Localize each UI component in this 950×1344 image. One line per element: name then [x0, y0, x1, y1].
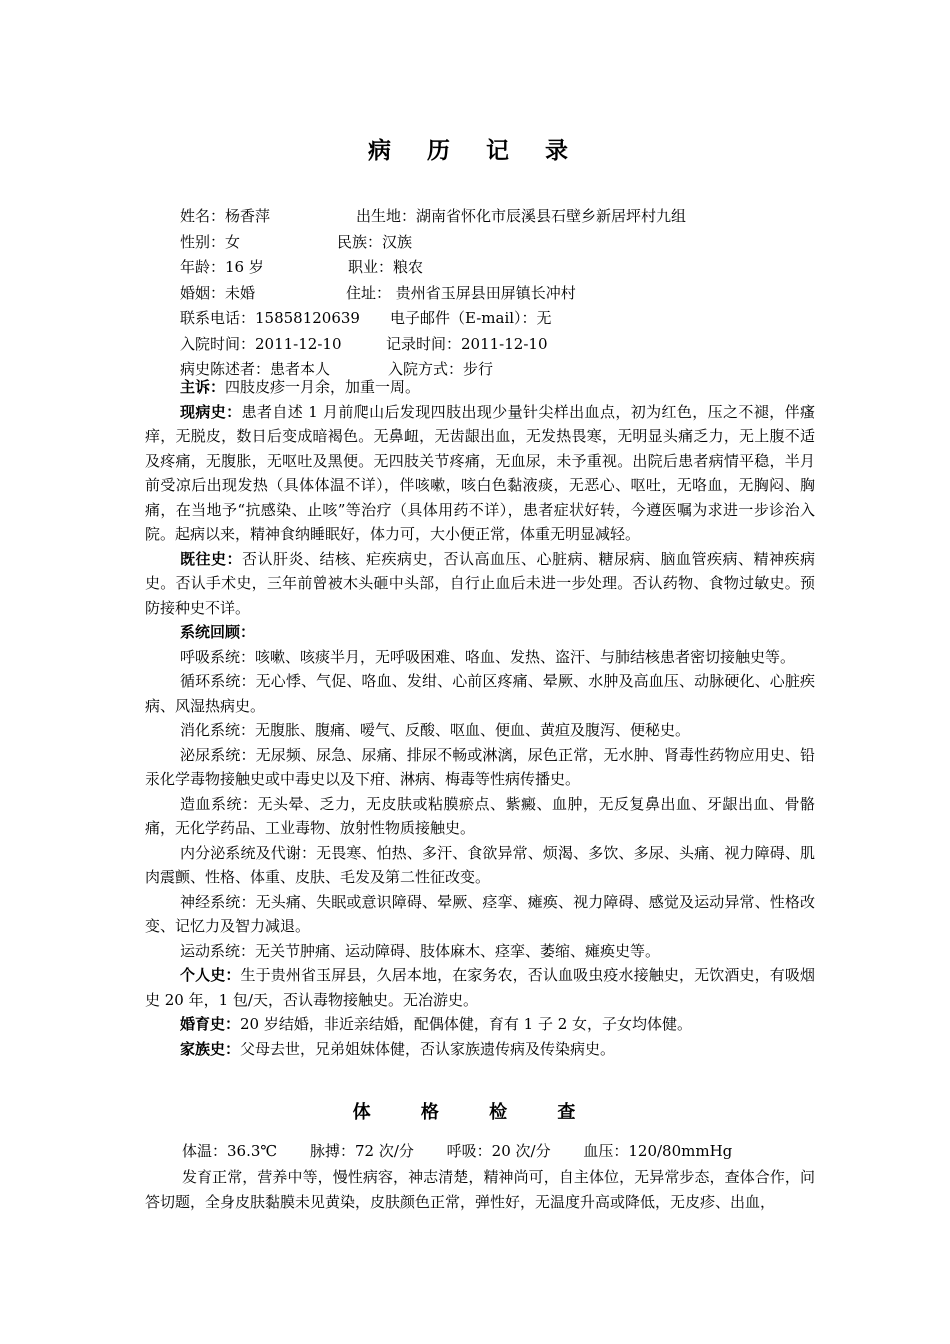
- vital-signs: [182, 1140, 760, 1161]
- patient-name: 姓名：杨香萍: [180, 207, 271, 225]
- occupation: 职业：粮农: [348, 258, 424, 276]
- history-body: [145, 375, 815, 1061]
- phone: 联系电话：15858120639: [180, 309, 360, 327]
- physical-exam-title: 体 格 检 查: [352, 1102, 598, 1123]
- section-label: 系统回顾：: [180, 623, 256, 641]
- review-urinary: 泌尿系统：无尿频、尿急、尿痛、排尿不畅或淋漓，尿色正常，无水肿、肾毒性药物应用史、铅汞化学毒物接触史或中毒史以及下疳、淋病、梅毒等性病传播史。: [145, 745, 815, 788]
- info-row: [180, 255, 424, 281]
- history-narrator: 病史陈述者：患者本人: [180, 360, 331, 378]
- patient-sex: 性别：女: [180, 232, 241, 251]
- info-row: [180, 306, 552, 332]
- section-text: 生于贵州省玉屏县，久居本地，在家务农，否认血吸虫疫水接触史，无饮酒史，有吸烟史 20 年，1 包/天，否认毒物接触史。无冶游史。: [145, 966, 815, 1009]
- exam-body: [145, 1165, 815, 1215]
- birthplace: 出生地：湖南省怀化市辰溪县石壁乡新居坪村九组: [356, 207, 687, 225]
- info-row: [180, 332, 548, 358]
- family-history: [145, 1037, 815, 1062]
- section-text: 20 岁结婚，非近亲结婚，配偶体健，育有 1 子 2 女，子女均体健。: [240, 1015, 693, 1033]
- review-motor: 运动系统：无关节肿痛、运动障碍、肢体麻木、痉挛、萎缩、瘫痪史等。: [180, 941, 661, 960]
- chief-complaint: [145, 375, 815, 400]
- email: 电子邮件（E-mail）：无: [390, 309, 552, 327]
- review-digestive: 消化系统：无腹胀、腹痛、嗳气、反酸、呕血、便血、黄疸及腹泻、便秘史。: [180, 721, 691, 739]
- info-row: [180, 204, 687, 230]
- section-text: 四肢皮疹一月余，加重一周。: [225, 378, 421, 396]
- review-endocrine: 内分泌系统及代谢：无畏寒、怕热、多汗、食欲异常、烦渴、多饮、多尿、头痛、视力障碍、肌肉震颤、性格、体重、皮肤、毛发及第二性征改变。: [145, 843, 815, 886]
- blood-pressure: 血压：120/80mmHg: [583, 1142, 733, 1160]
- ethnicity: 民族：汉族: [337, 232, 413, 251]
- review-respiratory: 呼吸系统：咳嗽、咳痰半月，无呼吸困难、咯血、发热、盗汗、与肺结核患者密切接触史等。: [180, 647, 796, 666]
- temperature: 体温：36.3℃: [182, 1142, 278, 1160]
- review-hematopoietic: 造血系统：无头晕、乏力，无皮肤或粘膜瘀点、紫癜、血肿，无反复鼻出血、牙龈出血、骨骼痛，无化学药品、工业毒物、放射性物质接触史。: [145, 794, 815, 837]
- admission-time: 入院时间：2011-12-10: [180, 334, 342, 353]
- section-label: 婚育史：: [180, 1015, 241, 1033]
- patient-info: [180, 204, 687, 383]
- section-label: 个人史：: [180, 966, 241, 984]
- info-row: [180, 281, 576, 307]
- section-label: 主诉：: [180, 378, 226, 396]
- personal-history: [145, 963, 815, 1012]
- section-label: 现病史：: [180, 402, 242, 421]
- system-review-heading: [145, 620, 815, 645]
- document-title: 病 历 记 录: [367, 138, 583, 164]
- pulse: 脉搏：72 次/分: [309, 1142, 414, 1160]
- past-history: [145, 547, 815, 621]
- section-text: 否认肝炎、结核、疟疾病史，否认高血压、心脏病、糖尿病、脑血管疾病、精神疾病史。否认手术史，三年前曾被木头砸中头部，自行止血后未进一步处理。否认药物、食物过敏史。预防接种史不详。: [145, 549, 815, 617]
- admission-method: 入院方式：步行: [388, 360, 494, 378]
- section-label: 既往史：: [180, 549, 242, 568]
- marital-history: [145, 1012, 815, 1037]
- section-label: 家族史：: [180, 1039, 241, 1058]
- present-illness: [145, 400, 815, 547]
- general-exam: 发育正常，营养中等，慢性病容，神志清楚，精神尚可，自主体位，无异常步态，查体合作，问答切题，全身皮肤黏膜未见黄染，皮肤颜色正常，弹性好，无温度升高或降低，无皮疹、出血，: [145, 1168, 815, 1211]
- section-text: 父母去世，兄弟姐妹体健，否认家族遗传病及传染病史。: [240, 1039, 616, 1058]
- review-circulatory: 循环系统：无心悸、气促、咯血、发绀、心前区疼痛、晕厥、水肿及高血压、动脉硬化、心脏疾病、风湿热病史。: [145, 672, 815, 715]
- section-text: 患者自述 1 月前爬山后发现四肢出现少量针尖样出血点，初为红色，压之不褪，伴瘙痒，无脱皮，数日后变成暗褐色。无鼻衄，无齿龈出血，无发热畏寒，无明显头痛乏力，无上腹不适及疼痛，无腹胀，无呕吐及黑便。无四肢关节疼痛，无血尿，未予重视。出院后患者病情平稳，半月前受凉后出现发热（具体体温不详），伴咳嗽，咳白色黏液痰，无恶心、呕吐，无咯血，无胸闷、胸痛，在当地予“抗感染、止咳”等治疗（具体用药不详），患者症状好转，今遵医嘱为求进一步诊治入院。起病以来，精神食纳睡眠好，体力可，大小便正常，体重无明显减轻。: [145, 402, 815, 543]
- address: 住址： 贵州省玉屏县田屏镇长冲村: [346, 283, 576, 302]
- respiration: 呼吸：20 次/分: [446, 1142, 551, 1160]
- review-nervous: 神经系统：无头痛、失眠或意识障碍、晕厥、痉挛、瘫痪、视力障碍、感觉及运动异常、性格改变、记忆力及智力减退。: [145, 892, 815, 935]
- record-time: 记录时间：2011-12-10: [386, 334, 548, 353]
- marital-status: 婚姻：未婚: [180, 283, 256, 302]
- info-row: [180, 230, 413, 256]
- patient-age: 年龄：16 岁: [180, 258, 264, 276]
